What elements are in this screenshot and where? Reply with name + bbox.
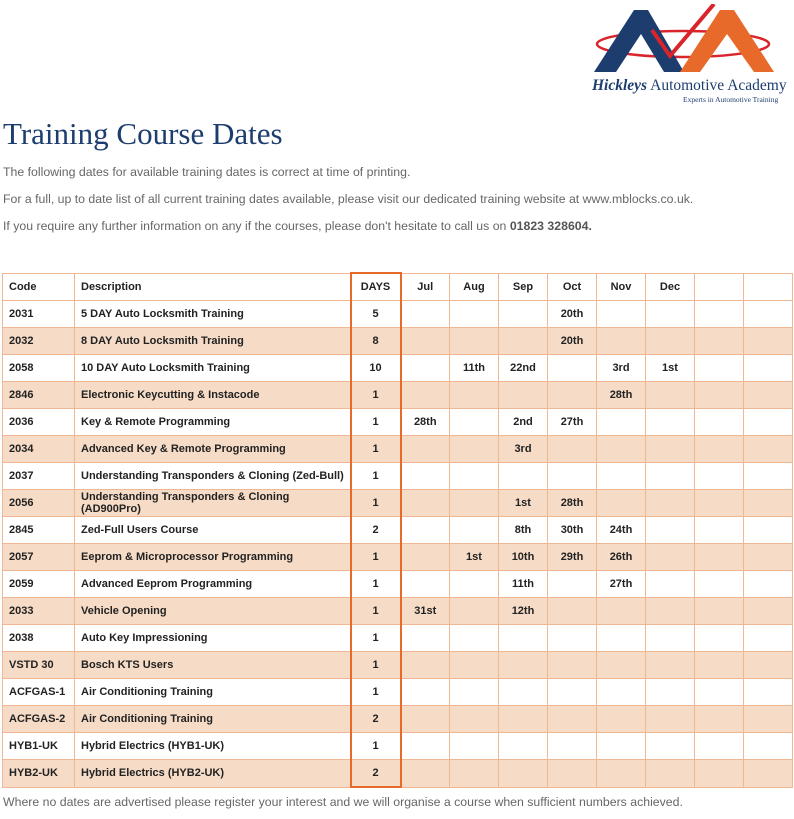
cell-description: Vehicle Opening bbox=[75, 598, 351, 625]
table-row bbox=[3, 706, 793, 733]
cell-aug bbox=[450, 517, 499, 544]
cell-sep bbox=[499, 706, 548, 733]
intro-line-1: The following dates for available training dates is correct at time of printing. bbox=[3, 165, 411, 179]
cell-jul bbox=[401, 679, 450, 706]
cell-oct bbox=[548, 382, 597, 409]
cell-sep bbox=[499, 328, 548, 355]
cell-days: 1 bbox=[351, 733, 401, 760]
cell-sep bbox=[499, 652, 548, 679]
cell-blank-2 bbox=[744, 355, 793, 382]
cell-days: 1 bbox=[351, 490, 401, 517]
table-row bbox=[3, 571, 793, 598]
cell-oct bbox=[548, 706, 597, 733]
header-oct: Oct bbox=[548, 273, 597, 301]
cell-code: 2057 bbox=[3, 544, 75, 571]
cell-days: 1 bbox=[351, 598, 401, 625]
cell-nov bbox=[597, 760, 646, 788]
cell-sep: 12th bbox=[499, 598, 548, 625]
cell-blank-1 bbox=[695, 490, 744, 517]
cell-dec: 1st bbox=[646, 355, 695, 382]
header-aug: Aug bbox=[450, 273, 499, 301]
cell-oct bbox=[548, 571, 597, 598]
table-row bbox=[3, 355, 793, 382]
cell-blank-2 bbox=[744, 544, 793, 571]
cell-description: Bosch KTS Users bbox=[75, 652, 351, 679]
cell-sep bbox=[499, 301, 548, 328]
cell-nov: 28th bbox=[597, 382, 646, 409]
cell-nov bbox=[597, 598, 646, 625]
table-row bbox=[3, 733, 793, 760]
cell-blank-2 bbox=[744, 706, 793, 733]
header-blank-2 bbox=[744, 273, 793, 301]
cell-jul bbox=[401, 544, 450, 571]
cell-blank-1 bbox=[695, 733, 744, 760]
cell-blank-2 bbox=[744, 625, 793, 652]
cell-dec bbox=[646, 679, 695, 706]
cell-code: VSTD 30 bbox=[3, 652, 75, 679]
cell-sep bbox=[499, 625, 548, 652]
cell-blank-1 bbox=[695, 463, 744, 490]
cell-dec bbox=[646, 760, 695, 788]
cell-oct bbox=[548, 760, 597, 788]
cell-blank-1 bbox=[695, 571, 744, 598]
cell-aug bbox=[450, 436, 499, 463]
cell-description: Electronic Keycutting & Instacode bbox=[75, 382, 351, 409]
cell-days: 8 bbox=[351, 328, 401, 355]
cell-dec bbox=[646, 382, 695, 409]
cell-sep bbox=[499, 679, 548, 706]
cell-dec bbox=[646, 301, 695, 328]
header-days: DAYS bbox=[351, 273, 401, 301]
cell-jul bbox=[401, 490, 450, 517]
cell-code: 2032 bbox=[3, 328, 75, 355]
cell-nov bbox=[597, 463, 646, 490]
cell-sep bbox=[499, 760, 548, 788]
cell-blank-2 bbox=[744, 436, 793, 463]
cell-blank-1 bbox=[695, 652, 744, 679]
cell-code: ACFGAS-1 bbox=[3, 679, 75, 706]
cell-description: Eeprom & Microprocessor Programming bbox=[75, 544, 351, 571]
cell-oct bbox=[548, 355, 597, 382]
cell-days: 5 bbox=[351, 301, 401, 328]
header-code: Code bbox=[3, 273, 75, 301]
table-row bbox=[3, 328, 793, 355]
cell-sep: 22nd bbox=[499, 355, 548, 382]
cell-code: 2058 bbox=[3, 355, 75, 382]
cell-code: 2033 bbox=[3, 598, 75, 625]
cell-code: 2059 bbox=[3, 571, 75, 598]
cell-days: 1 bbox=[351, 652, 401, 679]
cell-blank-1 bbox=[695, 706, 744, 733]
cell-days: 1 bbox=[351, 382, 401, 409]
cell-aug bbox=[450, 490, 499, 517]
cell-days: 1 bbox=[351, 625, 401, 652]
cell-aug bbox=[450, 463, 499, 490]
table-row bbox=[3, 760, 793, 788]
cell-jul bbox=[401, 517, 450, 544]
cell-jul bbox=[401, 733, 450, 760]
logo-mark-icon bbox=[588, 4, 784, 84]
cell-oct: 28th bbox=[548, 490, 597, 517]
cell-code: 2036 bbox=[3, 409, 75, 436]
table-row bbox=[3, 301, 793, 328]
cell-oct bbox=[548, 625, 597, 652]
cell-description: Auto Key Impressioning bbox=[75, 625, 351, 652]
cell-blank-2 bbox=[744, 733, 793, 760]
cell-code: 2846 bbox=[3, 382, 75, 409]
academy-logo bbox=[588, 4, 787, 104]
cell-blank-1 bbox=[695, 328, 744, 355]
cell-description: Understanding Transponders & Cloning (AD900Pro) bbox=[75, 490, 351, 517]
logo-name-rest: Automotive Academy bbox=[650, 77, 787, 94]
cell-code: 2056 bbox=[3, 490, 75, 517]
cell-description: Advanced Key & Remote Programming bbox=[75, 436, 351, 463]
cell-sep bbox=[499, 382, 548, 409]
table-row bbox=[3, 436, 793, 463]
cell-sep: 8th bbox=[499, 517, 548, 544]
cell-description: Air Conditioning Training bbox=[75, 706, 351, 733]
cell-blank-2 bbox=[744, 571, 793, 598]
course-dates-table bbox=[2, 272, 793, 788]
cell-days: 2 bbox=[351, 760, 401, 788]
cell-oct: 27th bbox=[548, 409, 597, 436]
cell-sep: 3rd bbox=[499, 436, 548, 463]
cell-blank-1 bbox=[695, 436, 744, 463]
cell-aug bbox=[450, 625, 499, 652]
cell-jul bbox=[401, 652, 450, 679]
cell-dec bbox=[646, 733, 695, 760]
cell-description: Zed-Full Users Course bbox=[75, 517, 351, 544]
cell-blank-2 bbox=[744, 301, 793, 328]
cell-aug bbox=[450, 652, 499, 679]
cell-code: 2031 bbox=[3, 301, 75, 328]
cell-oct: 20th bbox=[548, 301, 597, 328]
cell-blank-2 bbox=[744, 490, 793, 517]
intro-line-3-text: If you require any further information on any if the courses, please don't hesitate to call us on bbox=[3, 219, 510, 233]
cell-nov: 26th bbox=[597, 544, 646, 571]
cell-blank-2 bbox=[744, 652, 793, 679]
cell-aug bbox=[450, 760, 499, 788]
cell-nov bbox=[597, 679, 646, 706]
cell-aug bbox=[450, 571, 499, 598]
cell-nov bbox=[597, 733, 646, 760]
cell-oct bbox=[548, 733, 597, 760]
cell-dec bbox=[646, 706, 695, 733]
cell-jul bbox=[401, 571, 450, 598]
cell-aug: 11th bbox=[450, 355, 499, 382]
table-row bbox=[3, 490, 793, 517]
cell-nov bbox=[597, 652, 646, 679]
table-row bbox=[3, 409, 793, 436]
cell-nov: 3rd bbox=[597, 355, 646, 382]
cell-blank-1 bbox=[695, 409, 744, 436]
cell-oct bbox=[548, 652, 597, 679]
logo-name-bold: Hickleys bbox=[592, 77, 648, 94]
phone-number: 01823 328604. bbox=[509, 219, 592, 233]
cell-days: 2 bbox=[351, 517, 401, 544]
cell-dec bbox=[646, 409, 695, 436]
table-row bbox=[3, 517, 793, 544]
cell-days: 1 bbox=[351, 679, 401, 706]
cell-blank-2 bbox=[744, 409, 793, 436]
cell-days: 1 bbox=[351, 436, 401, 463]
cell-days: 10 bbox=[351, 355, 401, 382]
cell-blank-1 bbox=[695, 382, 744, 409]
cell-oct bbox=[548, 463, 597, 490]
cell-dec bbox=[646, 571, 695, 598]
cell-jul bbox=[401, 328, 450, 355]
cell-code: ACFGAS-2 bbox=[3, 706, 75, 733]
cell-description: 10 DAY Auto Locksmith Training bbox=[75, 355, 351, 382]
cell-dec bbox=[646, 328, 695, 355]
cell-blank-1 bbox=[695, 760, 744, 788]
cell-dec bbox=[646, 463, 695, 490]
cell-description: Understanding Transponders & Cloning (Zed-Bull) bbox=[75, 463, 351, 490]
header-nov: Nov bbox=[597, 273, 646, 301]
cell-sep: 10th bbox=[499, 544, 548, 571]
header-description: Description bbox=[75, 273, 351, 301]
cell-blank-1 bbox=[695, 301, 744, 328]
cell-blank-1 bbox=[695, 625, 744, 652]
cell-blank-1 bbox=[695, 544, 744, 571]
cell-jul bbox=[401, 382, 450, 409]
cell-nov bbox=[597, 328, 646, 355]
table-row bbox=[3, 679, 793, 706]
cell-aug bbox=[450, 706, 499, 733]
cell-dec bbox=[646, 490, 695, 517]
cell-description: Hybrid Electrics (HYB2-UK) bbox=[75, 760, 351, 788]
cell-nov bbox=[597, 490, 646, 517]
header-blank-1 bbox=[695, 273, 744, 301]
cell-description: 5 DAY Auto Locksmith Training bbox=[75, 301, 351, 328]
cell-dec bbox=[646, 436, 695, 463]
table-row bbox=[3, 463, 793, 490]
cell-code: 2845 bbox=[3, 517, 75, 544]
cell-oct: 20th bbox=[548, 328, 597, 355]
cell-jul bbox=[401, 436, 450, 463]
cell-days: 2 bbox=[351, 706, 401, 733]
cell-jul bbox=[401, 355, 450, 382]
header-jul: Jul bbox=[401, 273, 450, 301]
page-title: Training Course Dates bbox=[3, 116, 283, 151]
cell-oct bbox=[548, 679, 597, 706]
cell-code: 2038 bbox=[3, 625, 75, 652]
cell-aug bbox=[450, 382, 499, 409]
cell-dec bbox=[646, 544, 695, 571]
header-dec: Dec bbox=[646, 273, 695, 301]
cell-days: 1 bbox=[351, 409, 401, 436]
cell-oct: 29th bbox=[548, 544, 597, 571]
table-row bbox=[3, 382, 793, 409]
cell-oct: 30th bbox=[548, 517, 597, 544]
table-row bbox=[3, 598, 793, 625]
cell-oct bbox=[548, 436, 597, 463]
cell-nov: 24th bbox=[597, 517, 646, 544]
cell-days: 1 bbox=[351, 463, 401, 490]
cell-nov: 27th bbox=[597, 571, 646, 598]
cell-aug bbox=[450, 679, 499, 706]
cell-code: HYB1-UK bbox=[3, 733, 75, 760]
cell-days: 1 bbox=[351, 571, 401, 598]
cell-blank-2 bbox=[744, 517, 793, 544]
cell-description: Key & Remote Programming bbox=[75, 409, 351, 436]
cell-description: Advanced Eeprom Programming bbox=[75, 571, 351, 598]
footer-note: Where no dates are advertised please register your interest and we will organise a course when sufficient numbers achieved. bbox=[3, 795, 683, 809]
table-row bbox=[3, 652, 793, 679]
cell-oct bbox=[548, 598, 597, 625]
cell-jul: 28th bbox=[401, 409, 450, 436]
cell-nov bbox=[597, 625, 646, 652]
cell-sep: 2nd bbox=[499, 409, 548, 436]
cell-code: 2037 bbox=[3, 463, 75, 490]
cell-jul bbox=[401, 625, 450, 652]
cell-dec bbox=[646, 625, 695, 652]
cell-description: Hybrid Electrics (HYB1-UK) bbox=[75, 733, 351, 760]
cell-blank-1 bbox=[695, 679, 744, 706]
cell-jul bbox=[401, 301, 450, 328]
cell-days: 1 bbox=[351, 544, 401, 571]
cell-jul: 31st bbox=[401, 598, 450, 625]
cell-nov bbox=[597, 436, 646, 463]
cell-dec bbox=[646, 517, 695, 544]
cell-aug bbox=[450, 733, 499, 760]
cell-sep bbox=[499, 733, 548, 760]
table-row bbox=[3, 544, 793, 571]
header-sep: Sep bbox=[499, 273, 548, 301]
cell-description: Air Conditioning Training bbox=[75, 679, 351, 706]
cell-aug bbox=[450, 328, 499, 355]
cell-aug bbox=[450, 409, 499, 436]
cell-blank-1 bbox=[695, 517, 744, 544]
intro-line-3 bbox=[3, 218, 592, 234]
cell-code: HYB2-UK bbox=[3, 760, 75, 788]
cell-description: 8 DAY Auto Locksmith Training bbox=[75, 328, 351, 355]
cell-jul bbox=[401, 706, 450, 733]
cell-blank-2 bbox=[744, 679, 793, 706]
cell-blank-2 bbox=[744, 760, 793, 788]
cell-jul bbox=[401, 760, 450, 788]
cell-aug: 1st bbox=[450, 544, 499, 571]
cell-jul bbox=[401, 463, 450, 490]
cell-nov bbox=[597, 409, 646, 436]
cell-nov bbox=[597, 706, 646, 733]
cell-blank-1 bbox=[695, 355, 744, 382]
logo-wordmark bbox=[592, 78, 787, 94]
cell-blank-2 bbox=[744, 598, 793, 625]
cell-sep bbox=[499, 463, 548, 490]
cell-sep: 1st bbox=[499, 490, 548, 517]
cell-blank-2 bbox=[744, 328, 793, 355]
cell-blank-2 bbox=[744, 463, 793, 490]
cell-aug bbox=[450, 301, 499, 328]
cell-blank-1 bbox=[695, 598, 744, 625]
table-row bbox=[3, 625, 793, 652]
cell-nov bbox=[597, 301, 646, 328]
table-body bbox=[3, 301, 793, 788]
table-header-row bbox=[3, 273, 793, 301]
cell-aug bbox=[450, 598, 499, 625]
cell-dec bbox=[646, 652, 695, 679]
logo-tagline: Experts in Automotive Training bbox=[683, 95, 779, 104]
cell-dec bbox=[646, 598, 695, 625]
cell-sep: 11th bbox=[499, 571, 548, 598]
cell-blank-2 bbox=[744, 382, 793, 409]
cell-code: 2034 bbox=[3, 436, 75, 463]
intro-line-2: For a full, up to date list of all current training dates available, please visit our dedicated training website at www.mblocks.co.uk. bbox=[3, 192, 694, 206]
